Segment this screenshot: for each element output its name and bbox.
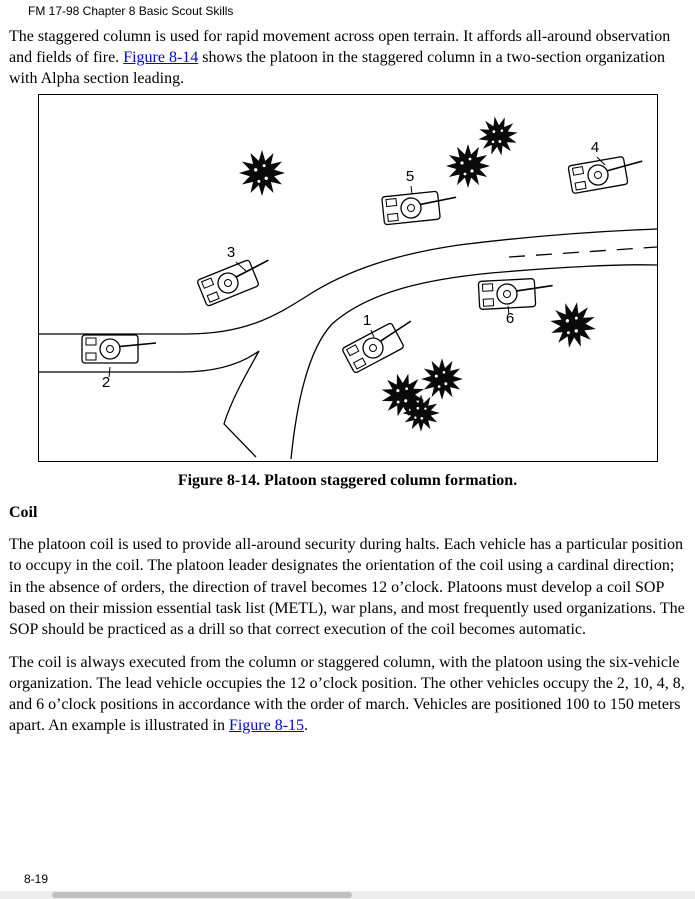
scrollbar-thumb[interactable] [52,892,352,898]
coil-paragraph-2 [9,652,686,736]
vehicle-4-icon [568,154,646,194]
vehicle-3-label: 3 [226,244,236,262]
coil-paragraph-1: The platoon coil is used to provide all-around security during halts. Each vehicle has a particular position to occupy in the coil. The platoon leader designates the orientation of the coil using a cardinal direction; in the absence of orders, the direction of travel becomes 12 o’clock. Platoons must develop a coil SOP based on their mission essential task list (METL), war plans, and most frequently used organizations. The SOP should be practiced as a drill so that correct execution of the coil becomes automatic. [9,536,685,638]
vehicle-5-label: 5 [405,168,415,186]
intro-text-before: The staggered column is used for rapid movement across open terrain. It affords all-around observation and fields of fire. [9,28,671,67]
vehicle-4-label: 4 [590,139,600,157]
document-content [0,26,695,736]
page-number: 8-19 [24,872,49,886]
tree-icon [546,299,600,353]
vehicle-1-icon [342,314,420,373]
vehicle-2-icon [82,335,156,363]
coil-text-after: . [304,717,309,735]
tree-icon [421,358,463,400]
vehicle-2-label: 2 [101,374,111,392]
figure-caption: Figure 8-14. Platoon staggered column formation. [177,472,518,490]
road-centerline [509,247,657,257]
tree-icon [473,111,524,162]
figure-8-14-diagram [38,94,658,462]
vehicle-6-label: 6 [505,310,515,328]
vehicle-5-icon [382,190,459,226]
vehicle-3-icon [197,253,276,307]
horizontal-scrollbar[interactable] [0,891,695,899]
vehicle-1-label: 1 [362,312,372,330]
figure-8-14-link[interactable]: Figure 8-14 [123,49,199,67]
page-header: FM 17-98 Chapter 8 Basic Scout Skills [28,4,234,18]
tree-icon [446,144,490,188]
vehicle-6-icon [478,278,553,310]
coil-text-before: The coil is always executed from the column or staggered column, with the platoon using the six-vehicle organization. The lead vehicle occupies the 12 o’clock position. The other vehicles occupy the 2, 10, 4, 8, and 6 o’clock positions in accordance with the order of march. Vehicles are positioned 100 to 150 meters apart. An example is illustrated in [9,653,685,735]
section-heading-coil: Coil [9,504,38,522]
tree-group [239,111,600,439]
intro-paragraph [9,26,686,89]
figure-8-15-link[interactable]: Figure 8-15 [228,717,305,735]
tree-icon [239,150,285,196]
intro-text-after: shows the platoon in the staggered column in a two-section organization with Alpha section leading. [9,49,666,88]
